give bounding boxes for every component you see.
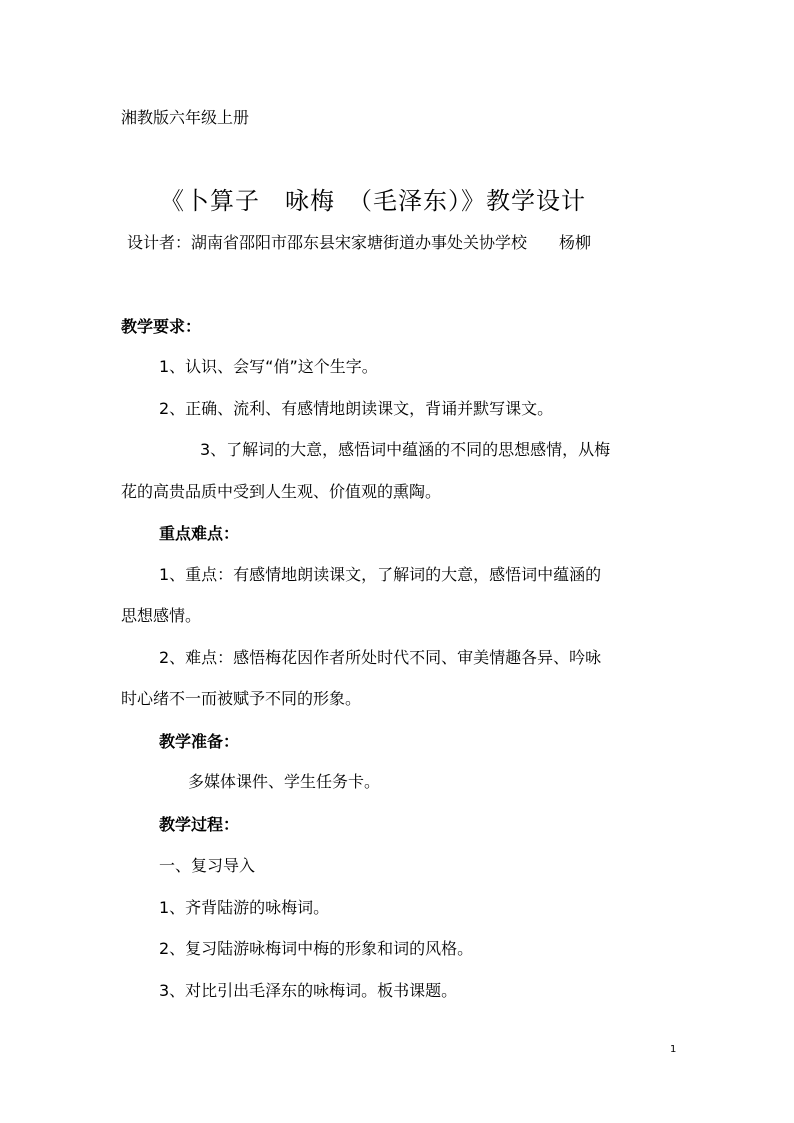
process-item: 一、复习导入	[159, 856, 256, 875]
preparation-item: 多媒体课件、学生任务卡。	[188, 772, 381, 791]
header-text: 湘教版六年级上册	[121, 108, 250, 127]
page-number: 1	[670, 1044, 677, 1055]
process-item: 3、对比引出毛泽东的咏梅词。板书课题。	[159, 981, 458, 1000]
author-line: 设计者：湖南省邵阳市邵东县宋家塘街道办事处关协学校 杨柳	[127, 233, 592, 252]
section-heading-requirements: 教学要求：	[121, 317, 202, 336]
requirement-item: 2、正确、流利、有感情地朗读课文，背诵并默写课文。	[159, 399, 554, 418]
key-point-item-continued: 时心绪不一而被赋予不同的形象。	[121, 689, 362, 708]
section-heading-process: 教学过程：	[159, 815, 240, 834]
key-point-item-continued: 思想感情。	[121, 606, 202, 625]
section-heading-preparation: 教学准备：	[159, 732, 240, 751]
process-item: 1、齐背陆游的咏梅词。	[159, 898, 330, 917]
process-item: 2、复习陆游咏梅词中梅的形象和词的风格。	[159, 939, 474, 958]
key-point-item: 2、难点：感悟梅花因作者所处时代不同、审美情趣各异、吟咏	[159, 648, 602, 667]
requirement-item: 1、认识、会写“俏”这个生字。	[159, 357, 378, 376]
key-point-item: 1、重点：有感情地朗读课文，了解词的大意，感悟词中蕴涵的	[159, 565, 602, 584]
requirement-item: 3、了解词的大意，感悟词中蕴涵的不同的思想感情，从梅	[200, 440, 611, 459]
requirement-item-continued: 花的高贵品质中受到人生观、价值观的熏陶。	[121, 482, 442, 501]
document-title: 《卜算子 咏梅 （毛泽东）》教学设计	[160, 187, 586, 215]
section-heading-key-points: 重点难点：	[159, 524, 240, 543]
